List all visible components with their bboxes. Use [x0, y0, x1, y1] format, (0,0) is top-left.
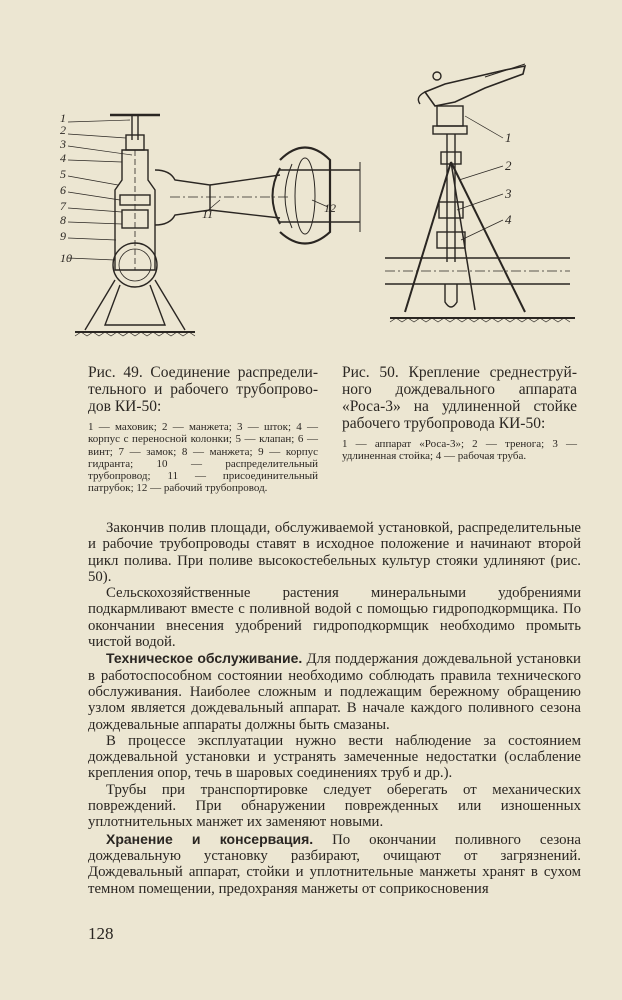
figure-49-legend: 1 — маховик; 2 — манжета; 3 — шток; 4 — корпус с переносной колонки; 5 — клапан; 6 — винт; 7 — замок; 8 — манжета; 9 — корпус гидранта; 10 — распределительный трубопровод; 11 — присоединительный патрубок; 12 — рабочий трубопровод.: [88, 421, 318, 495]
fig49-label-12: 12: [324, 201, 336, 215]
fig50-label-2: 2: [505, 158, 512, 173]
body-text: [88, 520, 581, 897]
fig49-label-5: 5: [60, 167, 66, 181]
paragraph-5: Трубы при транспортировке следует оберегать от механических повреждений. При обнаружении поврежденных или изношенных уплотнительных манжет их заменяют новыми.: [88, 781, 581, 831]
section-heading-maintenance: Техническое обслуживание.: [106, 650, 303, 667]
paragraph-1: Закончив полив площади, обслуживаемой установкой, распределительные и рабочие трубопроводы ставят в исходное положение и начинают второй цикл полива. При поливе высокостебельных культур стояки удлиняют (рис. 50).: [88, 520, 581, 585]
figure-50-svg: [385, 62, 580, 342]
fig49-label-1: 1: [60, 111, 66, 125]
fig50-label-4: 4: [505, 212, 512, 227]
section-heading-storage: Хранение и консервация.: [106, 830, 314, 847]
figure-49-title: Рис. 49. Соединение распредели-тельного и рабочего трубопрово-дов КИ-50:: [88, 364, 318, 415]
fig49-label-4: 4: [60, 151, 66, 165]
fig49-label-2: 2: [60, 123, 66, 137]
fig49-label-6: 6: [60, 183, 66, 197]
paragraph-6-text: По окончании поливного сезона дождевальную установку разбирают, очищают от загрязнений. Дождевальный аппарат, стойки и уплотнительные манжеты хранят в сухом темном помещении, предохраняя манжеты от соприкосновения: [88, 831, 581, 897]
figure-49-svg: [60, 100, 370, 350]
paragraph-3-text: Для поддержания дождевальной установки в работоспособном состоянии необходимо соблюдать правила технического обслуживания. Наиболее сложным и подлежащим бережному обращению узлом является дождевальный аппарат. В начале каждого поливного сезона дождевальные аппараты должны быть смазаны.: [88, 651, 581, 733]
figure-50-title: Рис. 50. Крепление среднеструй-ного дождевального аппарата «Роса-3» на удлиненной стойке рабочего трубопровода КИ-50:: [342, 364, 577, 432]
figure-50-caption: [342, 364, 577, 463]
paragraph-3: [88, 650, 581, 732]
figure-49-drawing: [60, 100, 370, 350]
paragraph-2: Сельскохозяйственные растения минеральными удобрениями подкармливают вместе с поливной водой с помощью гидроподкормщика. По окончании внесения удобрений гидроподкормщик необходимо промыть чистой водой.: [88, 585, 581, 651]
fig50-label-1: 1: [505, 130, 512, 145]
fig50-label-3: 3: [505, 186, 512, 201]
fig49-label-7: 7: [60, 199, 66, 213]
fig49-label-8: 8: [60, 213, 66, 227]
figure-49-caption: [88, 364, 318, 495]
figure-50-legend: 1 — аппарат «Роса-3»; 2 — тренога; 3 — удлиненная стойка; 4 — рабочая труба.: [342, 438, 577, 463]
fig49-label-10: 10: [60, 251, 72, 265]
fig49-label-3: 3: [60, 137, 66, 151]
page-number: 128: [88, 924, 114, 943]
figure-50-drawing: [385, 62, 580, 342]
paragraph-4: В процессе эксплуатации нужно вести наблюдение за состоянием дождевальной установки и устранять замеченные недостатки (ослабление крепления опор, течь в шаровых соединениях труб и др.).: [88, 732, 581, 782]
fig49-label-9: 9: [60, 229, 66, 243]
fig49-label-11: 11: [202, 207, 214, 221]
paragraph-6: [88, 831, 581, 897]
